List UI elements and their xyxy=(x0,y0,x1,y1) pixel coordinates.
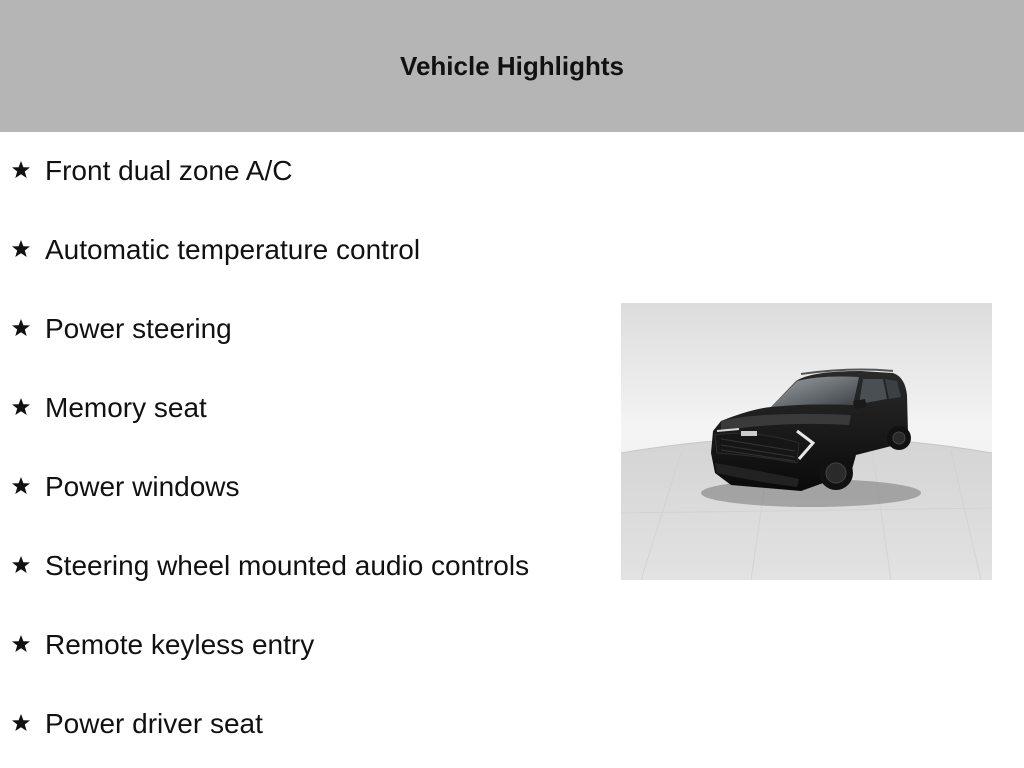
feature-item xyxy=(0,290,600,369)
feature-item xyxy=(0,527,600,606)
feature-item xyxy=(0,369,600,448)
star-icon xyxy=(11,397,31,417)
feature-label: Memory seat xyxy=(45,392,207,423)
feature-label: Power windows xyxy=(45,471,240,502)
star-icon xyxy=(11,476,31,496)
page-title: Vehicle Highlights xyxy=(400,50,624,81)
feature-list xyxy=(0,132,600,764)
star-icon xyxy=(11,239,31,259)
highlights-header xyxy=(0,0,1024,132)
feature-item xyxy=(0,211,600,290)
star-icon xyxy=(11,713,31,733)
feature-label: Remote keyless entry xyxy=(45,629,315,660)
vehicle-photo xyxy=(621,303,992,580)
feature-item xyxy=(0,685,600,764)
feature-item xyxy=(0,606,600,685)
feature-item xyxy=(0,132,600,211)
feature-label: Steering wheel mounted audio controls xyxy=(45,550,530,581)
star-icon xyxy=(11,634,31,654)
star-icon xyxy=(11,555,31,575)
feature-label: Front dual zone A/C xyxy=(45,155,293,186)
feature-label: Automatic temperature control xyxy=(45,234,421,265)
feature-label: Power driver seat xyxy=(45,708,263,739)
star-icon xyxy=(11,318,31,338)
star-icon xyxy=(11,160,31,180)
feature-label: Power steering xyxy=(45,313,232,344)
suv-image xyxy=(621,303,992,580)
feature-item xyxy=(0,448,600,527)
